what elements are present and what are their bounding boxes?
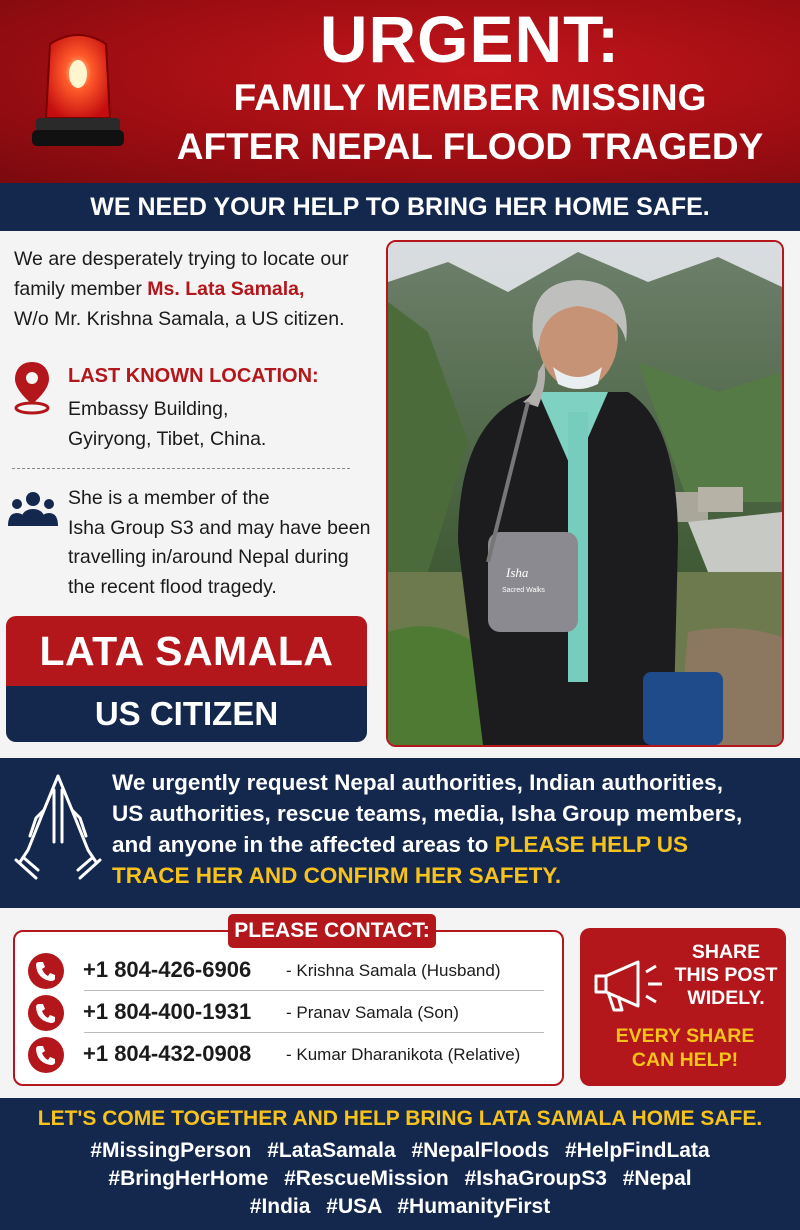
phone-icon	[27, 952, 65, 990]
dashed-divider	[12, 468, 350, 469]
praying-hands-icon	[14, 770, 102, 880]
name-card	[6, 616, 367, 742]
share-text	[674, 941, 778, 1010]
name-card-name: LATA SAMALA	[6, 616, 367, 686]
headline-line-1: FAMILY MEMBER MISSING	[233, 77, 707, 118]
share-line-3: WIDELY.	[687, 987, 765, 1009]
share-line-1: SHARE	[691, 941, 761, 963]
contact-row[interactable]	[27, 1034, 547, 1074]
appeal-line-3	[112, 829, 792, 860]
photo-illustration	[388, 242, 782, 745]
contact-name: - Kumar Dharanikota (Relative)	[286, 1045, 521, 1064]
location-pin-icon	[12, 360, 52, 416]
intro-prefix: family member	[14, 278, 148, 300]
share-cta-line-2: CAN HELP!	[631, 1049, 739, 1071]
footer-message: LET'S COME TOGETHER AND HELP BRING LATA SAMALA HOME SAFE.	[37, 1107, 763, 1130]
membership-text	[68, 484, 378, 602]
intro-line-2	[14, 274, 379, 304]
contact-divider	[84, 1032, 544, 1033]
last-location-line-2: Gyiryong, Tibet, China.	[68, 428, 267, 450]
phone-number[interactable]: +1 804-432-0908	[83, 1041, 252, 1066]
siren-icon	[28, 22, 128, 150]
contact-name: - Krishna Samala (Husband)	[286, 961, 501, 980]
membership-line-4: the recent flood tragedy.	[68, 575, 277, 598]
help-banner: WE NEED YOUR HELP TO BRING HER HOME SAFE.	[0, 183, 800, 231]
headline-urgent: URGENT:	[319, 2, 621, 76]
contact-name: - Pranav Samala (Son)	[286, 1003, 459, 1022]
membership-line-1: She is a member of the	[68, 487, 270, 509]
phone-icon	[27, 994, 65, 1032]
last-location-line-1: Embassy Building,	[68, 398, 229, 420]
intro-line-3: W/o Mr. Krishna Samala, a US citizen.	[14, 308, 345, 330]
name-card-citizenship: US CITIZEN	[6, 686, 367, 742]
hashtags-line-2: #BringHerHome #RescueMission #IshaGroupS3 #Nepal	[108, 1167, 692, 1190]
group-icon	[8, 490, 58, 530]
intro-text	[14, 244, 379, 334]
membership-line-2: Isha Group S3 and may have been	[68, 516, 371, 539]
phone-number[interactable]: +1 804-400-1931	[83, 999, 252, 1024]
missing-person-photo	[386, 240, 784, 747]
contact-title: PLEASE CONTACT:	[228, 914, 436, 948]
appeal-highlight-1: PLEASE HELP US	[494, 832, 688, 857]
bag-logo-text: Isha	[506, 565, 529, 580]
share-line-2: THIS POST	[674, 964, 778, 986]
contact-row[interactable]	[27, 992, 547, 1032]
contact-divider	[84, 990, 544, 991]
membership-line-3: travelling in/around Nepal during	[68, 546, 349, 568]
share-cta-line-1: EVERY SHARE	[615, 1025, 755, 1047]
megaphone-icon	[590, 948, 668, 1016]
appeal-line-2: US authorities, rescue teams, media, Isha Group members,	[112, 801, 743, 826]
hashtags-line-3: #India #USA #HumanityFirst	[249, 1195, 551, 1218]
last-location-title: LAST KNOWN LOCATION:	[68, 365, 319, 387]
bag-tagline-text: Sacred Walks	[502, 587, 545, 594]
appeal-line-3-prefix: and anyone in the affected areas to	[112, 832, 495, 857]
phone-number[interactable]: +1 804-426-6906	[83, 957, 252, 982]
appeal-line-1: We urgently request Nepal authorities, Indian authorities,	[112, 770, 723, 795]
appeal-highlight-2: TRACE HER AND CONFIRM HER SAFETY.	[112, 863, 562, 888]
headline-line-2: AFTER NEPAL FLOOD TRAGEDY	[176, 126, 764, 167]
contact-row[interactable]	[27, 950, 547, 990]
missing-person-name: Ms. Lata Samala,	[147, 278, 305, 300]
appeal-text	[112, 767, 792, 891]
phone-icon	[27, 1036, 65, 1074]
share-cta	[600, 1024, 770, 1072]
intro-line-1: We are desperately trying to locate our	[14, 248, 349, 270]
hashtags-line-1: #MissingPerson #LataSamala #NepalFloods #HelpFindLata	[90, 1139, 710, 1162]
